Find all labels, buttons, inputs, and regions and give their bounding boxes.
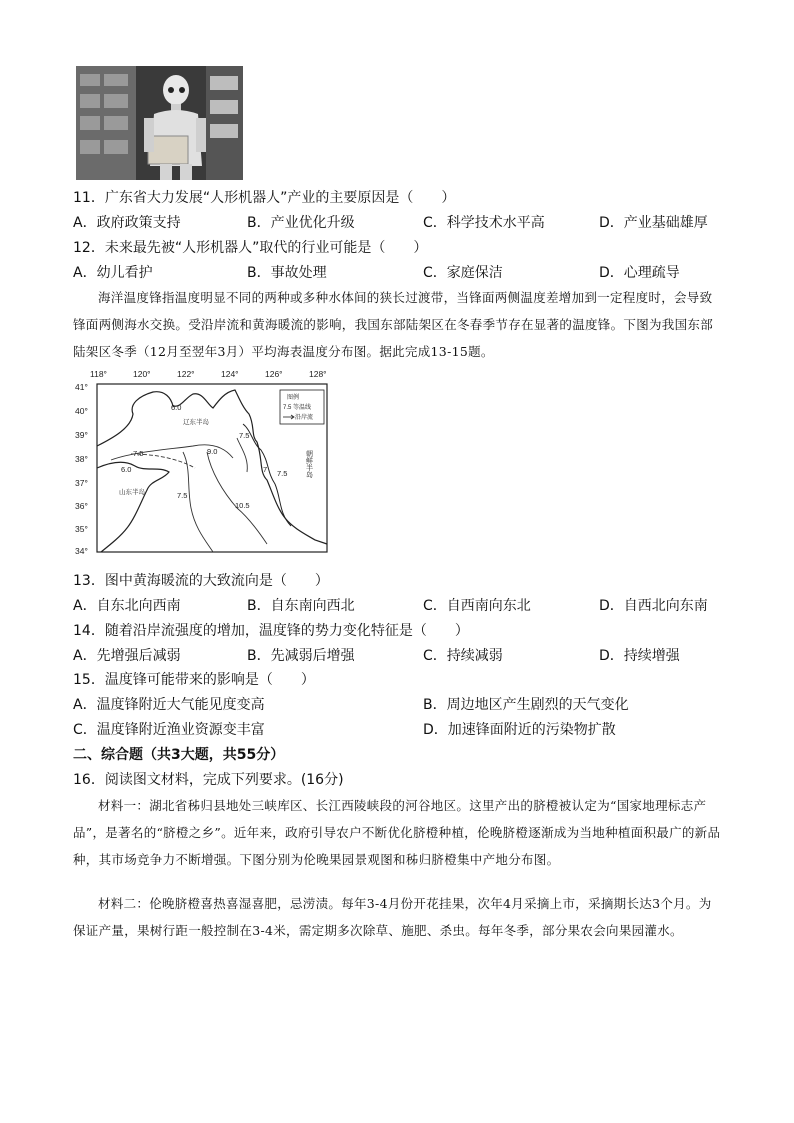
- question-13-stem: 13．图中黄海暖流的大致流向是（ ）: [73, 573, 329, 589]
- lon-label: 128°: [309, 369, 327, 379]
- q12-option-a[interactable]: A．幼儿看护: [73, 265, 153, 281]
- q11-option-b[interactable]: B．产业优化升级: [247, 215, 355, 231]
- isotherm-value: 7: [263, 465, 268, 474]
- label-liaodong: 辽东半岛: [183, 419, 209, 426]
- label-korea-text: 朝鲜半岛: [305, 450, 313, 478]
- q13-option-a[interactable]: A．自东北向西南: [73, 598, 181, 614]
- lat-label: 35°: [75, 524, 88, 534]
- q12-option-b[interactable]: B．事故处理: [247, 265, 327, 281]
- lon-label: 118°: [90, 369, 107, 379]
- isotherm-value: 7.5: [277, 469, 288, 478]
- q15-option-b[interactable]: B．周边地区产生剧烈的天气变化: [423, 697, 629, 713]
- lat-label: 36°: [75, 501, 88, 511]
- material-2-text: 材料二：伦晚脐橙喜热喜湿喜肥，忌涝渍。每年3-4月份开花挂果，次年4月采摘上市，采摘期长达3个月。为保证产量，果树行距一般控制在3-4米，需定期多次除草、施肥、杀虫。每年冬季，部分果农会向果园灌水。: [73, 896, 712, 938]
- q14-option-d[interactable]: D．持续增强: [599, 648, 680, 664]
- q11-option-d[interactable]: D．产业基础雄厚: [599, 215, 708, 231]
- isotherm-value: 7.5: [133, 449, 144, 458]
- q13-option-d[interactable]: D．自西北向东南: [599, 598, 708, 614]
- question-12-stem: 12．未来最先被“人形机器人”取代的行业可能是（ ）: [73, 240, 428, 256]
- lat-label: 38°: [75, 454, 88, 464]
- q12-option-d[interactable]: D．心理疏导: [599, 265, 680, 281]
- lat-label: 37°: [75, 478, 88, 488]
- passage-temperature-front: [73, 284, 723, 365]
- material-1: [73, 792, 723, 873]
- isotherm-value: 7.5: [177, 491, 188, 500]
- lon-label: 122°: [177, 369, 195, 379]
- isotherm-value: 6.0: [171, 403, 182, 412]
- q15-option-d[interactable]: D．加速锋面附近的污染物扩散: [423, 722, 616, 738]
- q15-option-a[interactable]: A．温度锋附近大气能见度变高: [73, 697, 265, 713]
- isotherm-value: 9.0: [207, 447, 218, 456]
- question-11-stem: 11．广东省大力发展“人形机器人”产业的主要原因是（ ）: [73, 190, 456, 206]
- q14-option-c[interactable]: C．持续减弱: [423, 648, 503, 664]
- lon-label: 120°: [133, 369, 151, 379]
- q14-option-b[interactable]: B．先减弱后增强: [247, 648, 355, 664]
- material-2: [73, 890, 723, 944]
- lat-label: 34°: [75, 546, 88, 556]
- lat-label: 39°: [75, 430, 88, 440]
- isotherm-value: 6.0: [121, 465, 132, 474]
- sea-temperature-map: [73, 368, 338, 560]
- q13-option-c[interactable]: C．自西南向东北: [423, 598, 531, 614]
- q11-option-c[interactable]: C．科学技术水平高: [423, 215, 545, 231]
- lon-label: 126°: [265, 369, 283, 379]
- q14-option-a[interactable]: A．先增强后减弱: [73, 648, 181, 664]
- question-14-stem: 14．随着沿岸流强度的增加，温度锋的势力变化特征是（ ）: [73, 623, 469, 639]
- q15-option-c[interactable]: C．温度锋附近渔业资源变丰富: [73, 722, 265, 738]
- q11-option-a[interactable]: A．政府政策支持: [73, 215, 181, 231]
- question-16-stem: 16．阅读图文材料，完成下列要求。(16分): [73, 772, 344, 788]
- legend-isotherm: 7.5 等温线: [283, 405, 312, 411]
- section-2-title: 二、综合题（共3大题，共55分）: [73, 747, 285, 763]
- humanoid-robot-photo: [76, 66, 243, 180]
- legend-current: 沿岸流: [295, 415, 314, 421]
- lon-label: 124°: [221, 369, 239, 379]
- q12-option-c[interactable]: C．家庭保洁: [423, 265, 503, 281]
- legend-title: 图例: [287, 395, 300, 401]
- label-korea: [306, 449, 314, 479]
- lat-label: 40°: [75, 406, 88, 416]
- q13-option-b[interactable]: B．自东南向西北: [247, 598, 355, 614]
- passage-text: 海洋温度锋指温度明显不同的两种或多种水体间的狭长过渡带，当锋面两侧温度差增加到一定程度时，会导致锋面两侧海水交换。受沿岸流和黄海暖流的影响，我国东部陆架区在冬春季节存在显著的温度锋。下图为我国东部陆架区冬季（12月至翌年3月）平均海表温度分布图。据此完成13-15题。: [73, 290, 714, 359]
- lat-label: 41°: [75, 382, 88, 392]
- isotherm-value: 10.5: [235, 501, 250, 510]
- isotherm-value: 7.5: [239, 431, 250, 440]
- label-shandong: 山东半岛: [119, 489, 145, 496]
- question-15-stem: 15．温度锋可能带来的影响是（ ）: [73, 672, 315, 688]
- material-1-text: 材料一：湖北省秭归县地处三峡库区、长江西陵峡段的河谷地区。这里产出的脐橙被认定为“国家地理标志产品”，是著名的“脐橙之乡”。近年来，政府引导农户不断优化脐橙种植，伦晚脐橙逐渐成为当地种植面积最广的新品种，其市场竞争力不断增强。下图分别为伦晚果园景观图和秭归脐橙集中产地分布图。: [73, 798, 721, 867]
